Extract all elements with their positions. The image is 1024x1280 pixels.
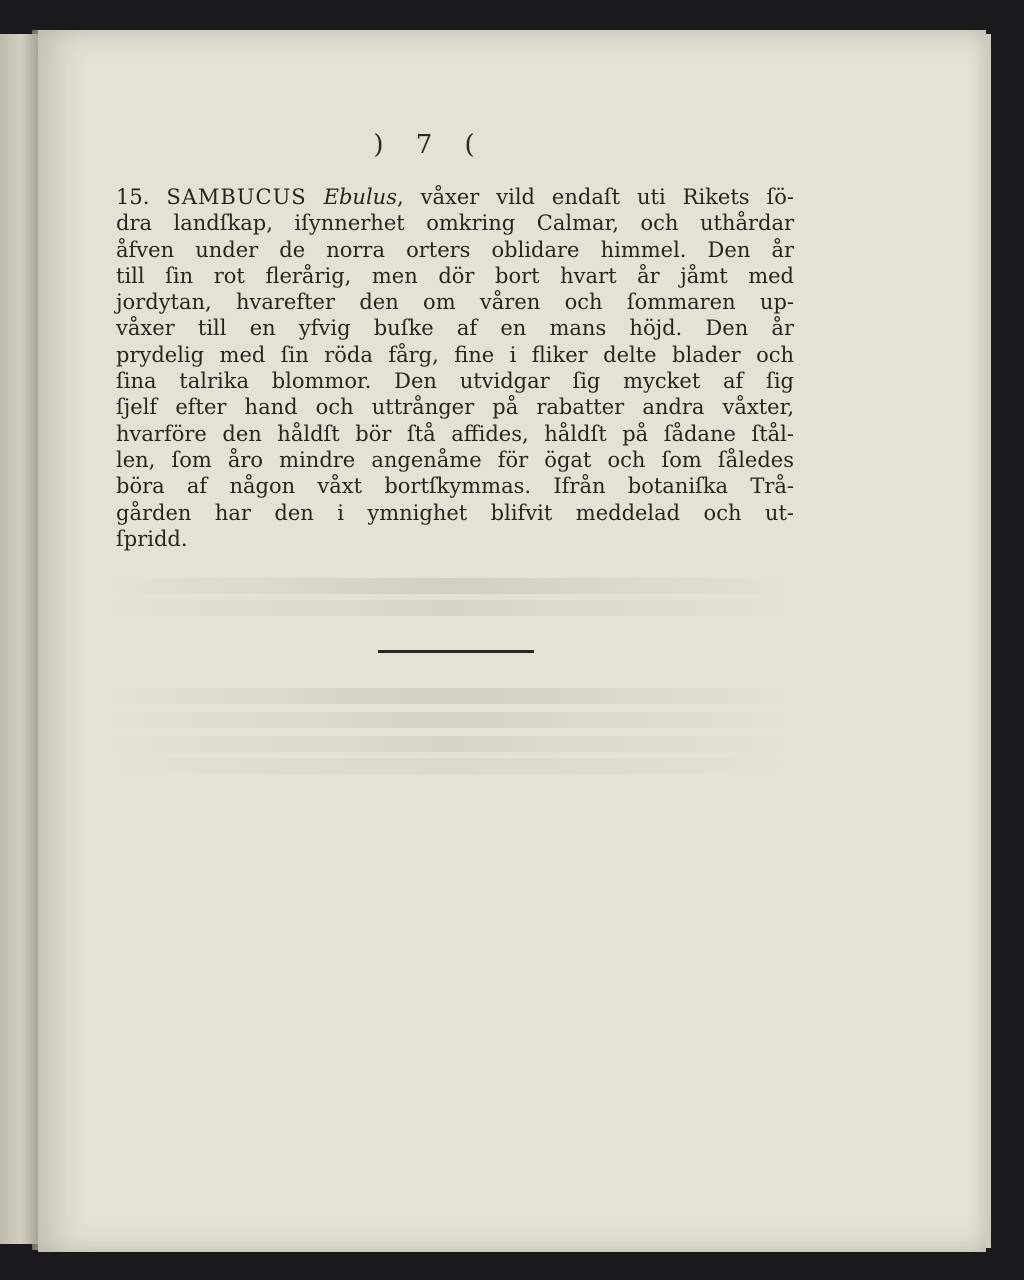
species-name: Ebulus [323,185,397,209]
text-line: åfven under de norra orters oblidare himmel. Den år [116,237,794,262]
text-line: till ſin rot flerårig, men dör bort hvart år jåmt med [116,263,794,288]
show-through-text [110,758,790,774]
show-through-text [110,600,790,616]
facing-page-edge [0,34,38,1244]
show-through-text [110,736,790,752]
show-through-text [110,712,790,728]
text-line: gården har den i ymnighet blifvit meddelad och ut- [116,500,794,525]
text-line: ſjelf efter hand och uttrånger på rabatter andra våxter, [116,395,794,420]
text-line: våxer till en yfvig buſke af en mans höjd. Den år [116,316,794,341]
text-line: jordytan, hvarefter den om våren och ſommaren up- [116,290,794,315]
page-number: ) 7 ( [373,130,487,160]
text-line: hvarföre den håldſt bör ſtå affides, håldſt på ſådane ſtål- [116,421,794,446]
text-line: dra landſkap, iſynnerhet omkring Calmar, och uthårdar [116,211,794,236]
entry-paragraph [116,184,794,552]
show-through-text [110,578,790,594]
section-divider-rule [378,650,534,653]
text-line: ſpridd. [116,526,188,551]
page-stack-edge [986,34,991,1248]
genus-name: SAMBUCUS [166,185,307,209]
text-line-1 [116,184,794,210]
text-line-1-rest: , våxer vild endaſt uti Rikets ſö- [396,185,794,209]
text-line: prydelig med ſin röda fårg, fine i fliker delte blader och [116,342,794,367]
show-through-text [110,688,790,704]
text-line: ſina talrika blommor. Den utvidgar ſig mycket af ſig [116,369,794,394]
text-line: böra af någon våxt bortſkymmas. Ifrån botaniſka Trå- [116,474,794,499]
text-line: len, ſom åro mindre angenåme för ögat och ſom ſåledes [116,447,794,472]
entry-number: 15. [116,185,150,209]
